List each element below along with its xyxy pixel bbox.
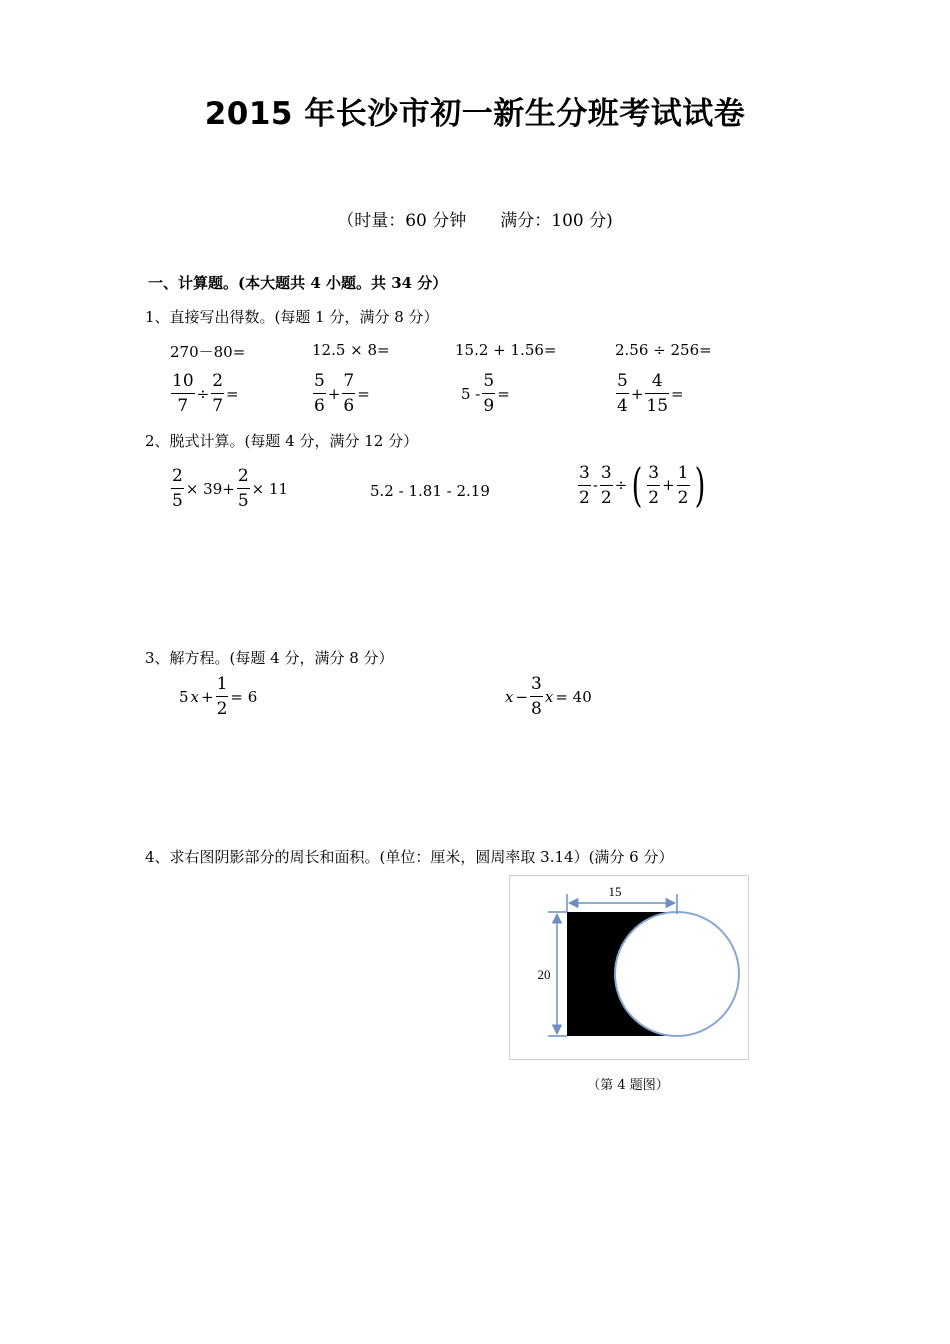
q1-item-2: 12.5 × 8=: [312, 341, 390, 359]
shaded-region-diagram: [510, 876, 748, 1059]
question-2-label: 2、脱式计算。(每题 4 分，满分 12 分）: [145, 432, 419, 450]
fraction: $\frac{3}{2}$: [600, 462, 612, 508]
fraction: $\frac{1}{2}$: [677, 462, 689, 508]
fraction: $\frac{5}{4}$: [617, 371, 628, 416]
q1-item-8: $\frac{5}{4}$ + $\frac{4}{15}$ =: [617, 371, 684, 416]
section-heading: 一、计算题。(本大题共 4 小题。共 34 分）: [148, 274, 448, 292]
height-label: 20: [537, 967, 551, 982]
q2-expression-2: 5.2 - 1.81 - 2.19: [370, 482, 490, 500]
fraction: $\frac{5}{6}$: [314, 371, 325, 416]
fraction: $\frac{1}{2}$: [216, 674, 228, 719]
exam-info: （时量：60 分钟 满分：100 分): [337, 211, 613, 231]
q1-item-7: 5 - $\frac{5}{9}$ =: [461, 371, 510, 416]
q1-item-3: 15.2 + 1.56=: [455, 341, 557, 359]
width-label: 15: [608, 884, 622, 899]
fraction: $\frac{10}{7}$: [172, 371, 194, 416]
page-title: 2015 年长沙市初一新生分班考试试卷: [204, 96, 746, 132]
q1-item-1: 270－80=: [170, 343, 246, 361]
fraction: $\frac{3}{2}$: [648, 462, 660, 508]
fraction: $\frac{2}{5}$: [172, 466, 183, 511]
q3-equation-1: 5 x + $\frac{1}{2}$ = 6: [179, 674, 258, 719]
figure-caption: （第 4 题图）: [587, 1078, 669, 1093]
q2-expression-1: $\frac{2}{5}$ × 39+ $\frac{2}{5}$ × 11: [172, 466, 289, 511]
fraction: $\frac{3}{2}$: [579, 462, 590, 508]
question-1-label: 1、直接写出得数。(每题 1 分，满分 8 分）: [145, 308, 439, 326]
question-4-label: 4、求右图阴影部分的周长和面积。(单位：厘米，圆周率取 3.14）(满分 6 分）: [145, 848, 674, 866]
question-3-label: 3、解方程。(每题 4 分，满分 8 分）: [145, 649, 394, 667]
q1-item-5: $\frac{10}{7}$ ÷ $\frac{2}{7}$ =: [172, 371, 239, 416]
fraction: $\frac{2}{5}$: [237, 466, 249, 511]
fraction: $\frac{3}{8}$: [531, 674, 542, 719]
fraction: $\frac{7}{6}$: [343, 371, 355, 416]
circle: [615, 912, 739, 1036]
q1-item-4: 2.56 ÷ 256=: [615, 341, 712, 359]
fraction: $\frac{5}{9}$: [483, 371, 495, 416]
fraction: $\frac{2}{7}$: [212, 371, 224, 416]
q2-expression-3: $\frac{3}{2}$ - $\frac{3}{2}$ ÷( $\frac{3}{2}$ + $\frac{1}{2}$ ): [579, 458, 705, 512]
figure-q4: [509, 875, 749, 1060]
q1-item-6: $\frac{5}{6}$ + $\frac{7}{6}$ =: [314, 371, 370, 416]
fraction: $\frac{4}{15}$: [646, 371, 669, 416]
q3-equation-2: x − $\frac{3}{8}$ x = 40: [505, 674, 592, 719]
